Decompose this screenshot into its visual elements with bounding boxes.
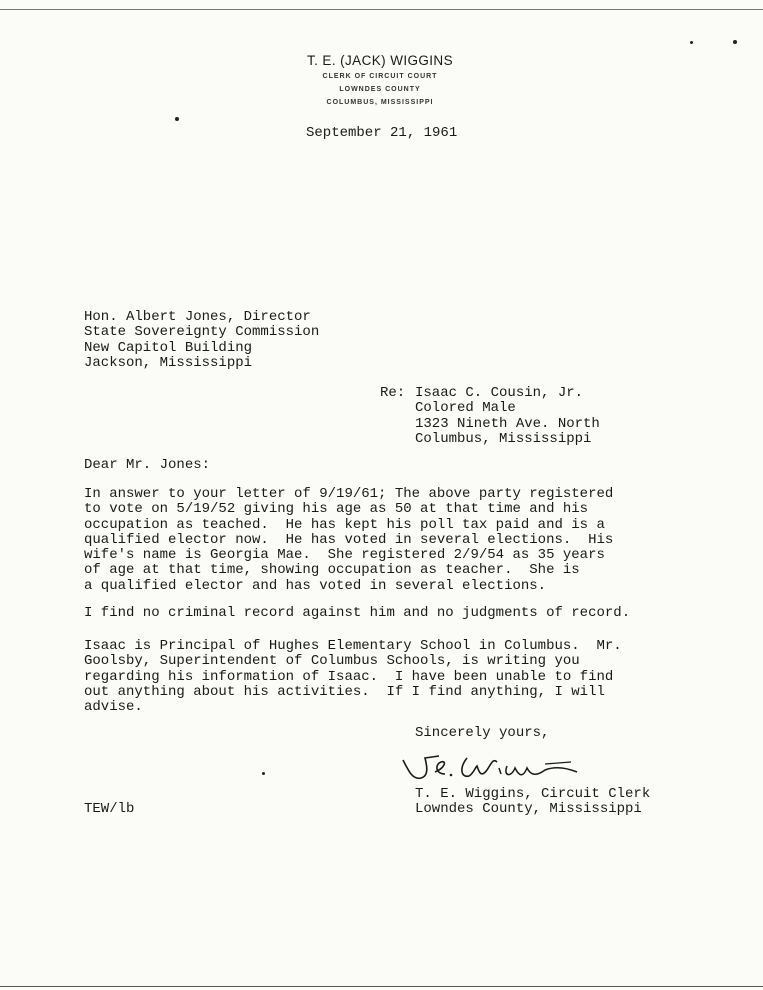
body-line: wife's name is Georgia Mae. She registered 2/9/54 as 35 years bbox=[84, 547, 605, 564]
body-line: qualified elector now. He has voted in several elections. His bbox=[84, 531, 614, 548]
recipient-address bbox=[84, 310, 319, 371]
signature-block bbox=[415, 787, 650, 818]
letterhead-name: T. E. (JACK) WIGGINS bbox=[306, 53, 453, 68]
letter-date: September 21, 1961 bbox=[306, 125, 458, 141]
paragraph-voter-record bbox=[84, 487, 613, 594]
ink-speck bbox=[733, 40, 737, 44]
handwritten-signature bbox=[395, 746, 595, 786]
body-line: to vote on 5/19/52 giving his age as 50 at that time and his bbox=[84, 501, 589, 518]
body-line: out anything about his activities. If I find anything, I will bbox=[84, 683, 605, 700]
ink-speck bbox=[262, 772, 265, 775]
paragraph-employment bbox=[84, 639, 622, 715]
recipient-line: Hon. Albert Jones, Director bbox=[84, 309, 311, 325]
ink-speck bbox=[690, 41, 693, 44]
body-line: I find no criminal record against him and no judgments of record. bbox=[84, 605, 631, 621]
re-line: 1323 Nineth Ave. North bbox=[415, 415, 600, 432]
recipient-line: New Capitol Building bbox=[84, 339, 253, 356]
letterhead-county: LOWNDES COUNTY bbox=[339, 86, 421, 93]
paragraph-criminal-record bbox=[84, 606, 630, 621]
recipient-line: Jackson, Mississippi bbox=[84, 354, 253, 371]
signer-county: Lowndes County, Mississippi bbox=[415, 801, 642, 818]
body-line: of age at that time, showing occupation as teacher. She is bbox=[84, 562, 580, 579]
re-label: Re: bbox=[380, 385, 406, 401]
salutation: Dear Mr. Jones: bbox=[84, 457, 211, 473]
body-line: Isaac is Principal of Hughes Elementary School in Columbus. Mr. bbox=[84, 638, 622, 654]
ink-speck bbox=[175, 117, 179, 121]
body-line: regarding his information of Isaac. I have been unable to find bbox=[84, 668, 614, 685]
bottom-rule bbox=[0, 986, 763, 987]
letterhead bbox=[250, 52, 510, 109]
re-subject bbox=[415, 386, 600, 447]
re-line: Columbus, Mississippi bbox=[415, 430, 592, 447]
body-line: advise. bbox=[84, 699, 143, 716]
body-line: Goolsby, Superintendent of Columbus Schools, is writing you bbox=[84, 653, 580, 670]
letterhead-title: CLERK OF CIRCUIT COURT bbox=[322, 73, 438, 80]
body-line: occupation as teached. He has kept his poll tax paid and is a bbox=[84, 516, 605, 533]
re-line: Isaac C. Cousin, Jr. bbox=[415, 385, 584, 401]
body-line: In answer to your letter of 9/19/61; The above party registered bbox=[84, 486, 614, 502]
re-line: Colored Male bbox=[415, 400, 516, 417]
recipient-line: State Sovereignty Commission bbox=[84, 324, 320, 341]
body-line: a qualified elector and has voted in several elections. bbox=[84, 577, 547, 594]
letterhead-city: COLUMBUS, MISSISSIPPI bbox=[326, 99, 434, 106]
closing: Sincerely yours, bbox=[415, 725, 550, 741]
typist-initials: TEW/lb bbox=[84, 801, 135, 817]
top-rule bbox=[0, 9, 763, 10]
signer-title: T. E. Wiggins, Circuit Clerk bbox=[415, 786, 651, 802]
